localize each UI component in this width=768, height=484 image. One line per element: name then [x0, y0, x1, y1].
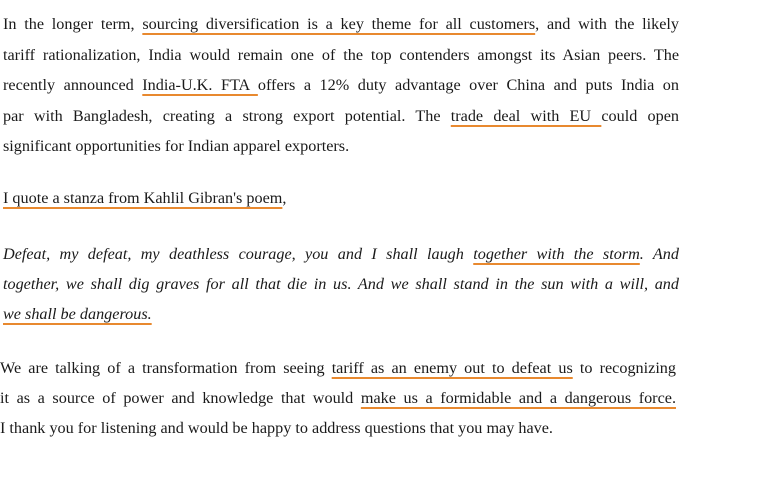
underlined-phrase: we shall be dangerous.	[3, 305, 152, 323]
underlined-phrase: make us a formidable and a dangerous force.	[360, 389, 676, 407]
text-run: In the longer term,	[3, 15, 143, 33]
paragraph-gibran-quote-intro	[3, 184, 679, 212]
text-line	[3, 269, 679, 299]
text-line	[0, 383, 676, 413]
text-run: recently announced	[3, 76, 143, 94]
text-line	[3, 239, 679, 269]
underlined-phrase: sourcing diversification is a key theme for all customers	[142, 15, 536, 33]
text-run: We are talking of a transformation from seeing	[0, 359, 332, 377]
underlined-phrase: together with the storm	[473, 245, 640, 263]
text-line	[0, 413, 676, 443]
text-run: to recognizing	[572, 359, 676, 377]
text-line	[3, 9, 679, 40]
underlined-phrase: India-U.K. FTA	[142, 76, 258, 94]
text-line	[3, 70, 679, 101]
underlined-phrase: I quote a stanza from Kahlil Gibran's poem	[3, 189, 283, 207]
underlined-phrase: trade deal with EU	[450, 106, 602, 125]
text-run: . And	[639, 245, 679, 263]
text-line	[3, 299, 679, 329]
text-line	[3, 40, 679, 71]
text-run: it as a source of power and knowledge that would	[0, 389, 361, 407]
text-line	[3, 184, 679, 212]
text-run: , and with the likely	[535, 15, 680, 33]
text-run: I thank you for listening and would be happy to address questions that you may have.	[0, 419, 553, 437]
paragraph-closing-remarks	[0, 353, 676, 443]
paragraph-sourcing-diversification	[3, 9, 679, 162]
text-line	[3, 131, 679, 162]
text-run: significant opportunities for Indian apparel exporters.	[3, 137, 350, 155]
text-line	[3, 101, 679, 132]
paragraph-poem-stanza	[3, 239, 679, 329]
text-run: could open	[601, 106, 679, 125]
text-run: offers a 12% duty advantage over China and puts India on	[257, 76, 679, 94]
underlined-phrase: tariff as an enemy out to defeat us	[331, 359, 573, 377]
text-line	[0, 353, 676, 383]
text-run: par with Bangladesh, creating a strong export potential. The	[3, 106, 451, 125]
text-run: tariff rationalization, India would remain one of the top contenders amongst its Asian peers. The	[3, 45, 679, 64]
text-run: Defeat, my defeat, my deathless courage, you and I shall laugh	[3, 245, 474, 263]
text-run: ,	[282, 189, 287, 207]
text-run: together, we shall dig graves for all that die in us. And we shall stand in the sun with a will, and	[3, 275, 679, 293]
